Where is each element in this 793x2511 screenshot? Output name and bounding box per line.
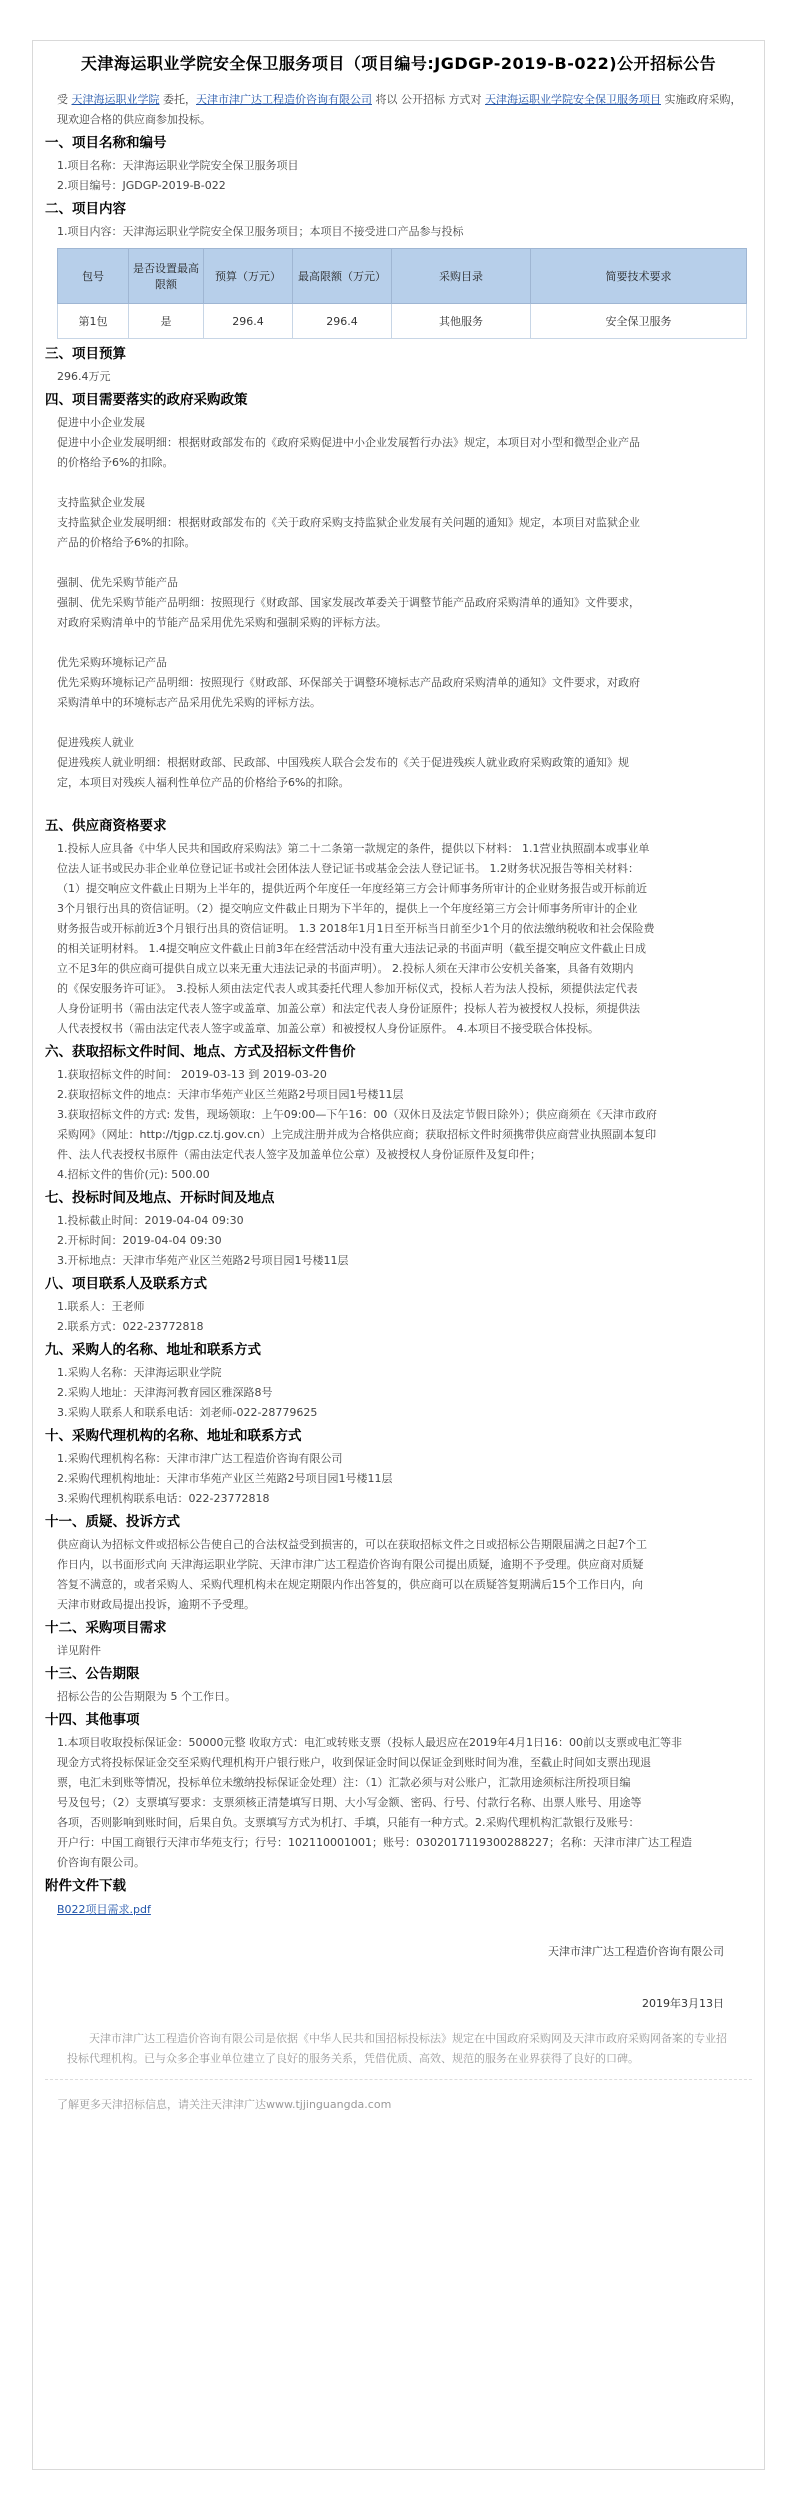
policy-detail: 定，本项目对残疾人福利性单位产品的价格给予6%的扣除。 bbox=[57, 776, 350, 789]
section-heading: 十四、其他事项 bbox=[45, 1712, 140, 1728]
section-heading: 一、项目名称和编号 bbox=[45, 135, 167, 151]
qualification-line: 位法人证书或民办非企业单位登记证书或社会团体法人登记证书或基金会法人登记证书。 1.2财务状况报告等相关材料： bbox=[57, 862, 639, 875]
intro-paragraph bbox=[45, 90, 752, 130]
section-heading: 二、项目内容 bbox=[45, 201, 126, 217]
other-line: 开户行：中国工商银行天津市华苑支行；行号：102110001001；账号：0302017119300288227；名称：天津市津广达工程造 bbox=[57, 1836, 692, 1849]
agency-line: 3.采购代理机构联系电话：022-23772818 bbox=[57, 1492, 270, 1505]
table-cell: 296.4 bbox=[293, 304, 392, 339]
section-heading: 十一、质疑、投诉方式 bbox=[45, 1514, 180, 1530]
table-header: 包号 bbox=[58, 249, 129, 304]
policy-title: 强制、优先采购节能产品 bbox=[57, 576, 178, 589]
complaint-line: 供应商认为招标文件或招标公告使自己的合法权益受到损害的，可以在获取招标文件之日或招标公告期限届满之日起7个工 bbox=[57, 1538, 647, 1551]
table-cell: 安全保卫服务 bbox=[531, 304, 747, 339]
table-header: 采购目录 bbox=[392, 249, 531, 304]
complaint-line: 答复不满意的，或者采购人、采购代理机构未在规定期限内作出答复的，供应商可以在质疑答复期满后15个工作日内，向 bbox=[57, 1578, 643, 1591]
attachment-download-link[interactable]: B022项目需求.pdf bbox=[57, 1903, 151, 1916]
table-cell: 其他服务 bbox=[392, 304, 531, 339]
table-cell: 296.4 bbox=[204, 304, 293, 339]
acquire-line: 1.获取招标文件的时间： 2019-03-13 到 2019-03-20 bbox=[57, 1068, 327, 1081]
complaint-line: 天津市财政局提出投诉，逾期不予受理。 bbox=[57, 1598, 255, 1611]
contact-line: 2.联系方式：022-23772818 bbox=[57, 1320, 204, 1333]
bid-time-line: 1.投标截止时间：2019-04-04 09:30 bbox=[57, 1214, 244, 1227]
other-line: 现金方式将投标保证金交至采购代理机构开户银行账户，收到保证金时间以保证金到账时间为准，至截止时间如支票出现退 bbox=[57, 1756, 651, 1769]
policy-title: 促进残疾人就业 bbox=[57, 736, 134, 749]
project-content-line: 1.项目内容：天津海运职业学院安全保卫服务项目；本项目不接受进口产品参与投标 bbox=[57, 225, 464, 238]
bid-time-line: 2.开标时间：2019-04-04 09:30 bbox=[57, 1234, 222, 1247]
publish-date: 2019年3月13日 bbox=[642, 1997, 724, 2010]
qualification-line: 的相关证明材料。 1.4提交响应文件截止日前3年在经营活动中没有重大违法记录的书面声明（截至提交响应文件截止日成 bbox=[57, 942, 646, 955]
section-heading: 十三、公告期限 bbox=[45, 1666, 140, 1682]
acquire-line: 3.获取招标文件的方式: 发售，现场领取：上午09:00—下午16：00（双休日及法定节假日除外）；供应商须在《天津市政府 bbox=[57, 1108, 657, 1121]
complaint-line: 作日内，以书面形式向 天津海运职业学院、天津市津广达工程造价咨询有限公司提出质疑，逾期不予受理。供应商对质疑 bbox=[57, 1558, 644, 1571]
intro-mid1: 委托， bbox=[159, 93, 196, 106]
bid-time-line: 3.开标地点：天津市华苑产业区兰苑路2号项目园1号楼11层 bbox=[57, 1254, 349, 1267]
footer-follow: 了解更多天津招标信息，请关注天津津广达www.tjjinguangda.com bbox=[57, 2098, 392, 2111]
qualification-line: 立不足3年的供应商可提供自成立以来无重大违法记录的书面声明）。 2.投标人须在天津市公安机关备案，具备有效期内 bbox=[57, 962, 634, 975]
policy-title: 优先采购环境标记产品 bbox=[57, 656, 167, 669]
project-link[interactable]: 天津海运职业学院安全保卫服务项目 bbox=[485, 93, 661, 106]
policy-title: 促进中小企业发展 bbox=[57, 416, 145, 429]
footer-note: 天津市津广达工程造价咨询有限公司是依据《中华人民共和国招标投标法》规定在中国政府采购网及天津市政府采购网备案的专业招投标代理机构。已与众多企事业单位建立了良好的服务关系，凭借优质、高效、规范的服务在业界获得了良好的口碑。 bbox=[67, 2032, 727, 2065]
acquire-line: 采购网》（网址：http://tjgp.cz.tj.gov.cn）上完成注册并成为合格供应商；获取招标文件时须携带供应商营业执照副本复印 bbox=[57, 1128, 657, 1141]
other-line: 1.本项目收取投标保证金：50000元整 收取方式：电汇或转账支票（投标人最迟应在2019年4月1日16：00前以支票或电汇等非 bbox=[57, 1736, 682, 1749]
purchaser-line: 3.采购人联系人和联系电话：刘老师-022-28779625 bbox=[57, 1406, 318, 1419]
contact-line: 1.联系人：王老师 bbox=[57, 1300, 145, 1313]
intro-tail: 实施政府采购，现欢迎合格的供应商参加投标。 bbox=[57, 93, 742, 126]
attachments-heading: 附件文件下载 bbox=[45, 1878, 126, 1894]
policy-detail: 支持监狱企业发展明细：根据财政部发布的《关于政府采购支持监狱企业发展有关问题的通知》规定，本项目对监狱企业 bbox=[57, 516, 640, 529]
purchaser-link[interactable]: 天津海运职业学院 bbox=[71, 93, 160, 106]
section-heading: 十、采购代理机构的名称、地址和联系方式 bbox=[45, 1428, 302, 1444]
qualification-line: （1）提交响应文件截止日期为上半年的，提供近两个年度任一年度经第三方会计师事务所审计的企业财务报告或开标前近 bbox=[57, 882, 647, 895]
agency-line: 2.采购代理机构地址：天津市华苑产业区兰苑路2号项目园1号楼11层 bbox=[57, 1472, 393, 1485]
section-heading: 三、项目预算 bbox=[45, 346, 126, 362]
page-title: 天津海运职业学院安全保卫服务项目（项目编号:JGDGP-2019-B-022)公开招标公告 bbox=[80, 54, 717, 73]
acquire-line: 2.获取招标文件的地点：天津市华苑产业区兰苑路2号项目园1号楼11层 bbox=[57, 1088, 404, 1101]
policy-detail: 促进中小企业发展明细：根据财政部发布的《政府采购促进中小企业发展暂行办法》规定，本项目对小型和微型企业产品 bbox=[57, 436, 640, 449]
period-line: 招标公告的公告期限为 5 个工作日。 bbox=[57, 1690, 236, 1703]
qualification-line: 人身份证明书（需由法定代表人签字或盖章、加盖公章）和法定代表人身份证原件；投标人若为被授权人投标，须提供法 bbox=[57, 1002, 640, 1015]
policy-detail: 对政府采购清单中的节能产品采用优先采购和强制采购的评标方法。 bbox=[57, 616, 387, 629]
other-line: 价咨询有限公司。 bbox=[57, 1856, 145, 1869]
policy-title: 支持监狱企业发展 bbox=[57, 496, 145, 509]
section-heading: 六、获取招标文件时间、地点、方式及招标文件售价 bbox=[45, 1044, 356, 1060]
table-cell: 第1包 bbox=[58, 304, 129, 339]
project-name-line: 1.项目名称：天津海运职业学院安全保卫服务项目 bbox=[57, 159, 299, 172]
section-heading: 八、项目联系人及联系方式 bbox=[45, 1276, 207, 1292]
other-line: 号及包号；（2）支票填写要求：支票须核正清楚填写日期、大小写金额、密码、行号、付款行名称、出票人账号、用途等 bbox=[57, 1796, 642, 1809]
requirement-line: 详见附件 bbox=[57, 1644, 101, 1657]
notice-document bbox=[32, 40, 765, 2470]
table-header: 预算（万元） bbox=[204, 249, 293, 304]
section-heading: 四、项目需要落实的政府采购政策 bbox=[45, 392, 248, 408]
intro-mid2: 将以 公开招标 方式对 bbox=[372, 93, 485, 106]
qualification-line: 1.投标人应具备《中华人民共和国政府采购法》第二十二条第一款规定的条件，提供以下材料： 1.1营业执照副本或事业单 bbox=[57, 842, 650, 855]
qualification-line: 的《保安服务许可证》。 3.投标人须由法定代表人或其委托代理人参加开标仪式，投标人若为法人投标，须提供法定代表 bbox=[57, 982, 638, 995]
table-header: 简要技术要求 bbox=[531, 249, 747, 304]
policy-detail: 的价格给予6%的扣除。 bbox=[57, 456, 174, 469]
section-heading: 七、投标时间及地点、开标时间及地点 bbox=[45, 1190, 275, 1206]
section-heading: 十二、采购项目需求 bbox=[45, 1620, 167, 1636]
signature: 天津市津广达工程造价咨询有限公司 bbox=[548, 1945, 724, 1958]
table-row bbox=[58, 304, 747, 339]
policy-detail: 强制、优先采购节能产品明细：按照现行《财政部、国家发展改革委关于调整节能产品政府采购清单的通知》文件要求， bbox=[57, 596, 640, 609]
agency-line: 1.采购代理机构名称：天津市津广达工程造价咨询有限公司 bbox=[57, 1452, 343, 1465]
package-table bbox=[57, 248, 747, 339]
intro-lead: 受 bbox=[57, 93, 72, 106]
section-heading: 九、采购人的名称、地址和联系方式 bbox=[45, 1342, 261, 1358]
acquire-line: 件、法人代表授权书原件（需由法定代表人签字及加盖单位公章）及被授权人身份证原件及复印件； bbox=[57, 1148, 541, 1161]
section-heading: 五、供应商资格要求 bbox=[45, 818, 167, 834]
qualification-line: 财务报告或开标前近3个月银行出具的资信证明。 1.3 2018年1月1日至开标当日前至少1个月的依法缴纳税收和社会保险费 bbox=[57, 922, 655, 935]
qualification-line: 人代表授权书（需由法定代表人签字或盖章、加盖公章）和被授权人身份证原件。 4.本项目不接受联合体投标。 bbox=[57, 1022, 599, 1035]
table-cell: 是 bbox=[129, 304, 204, 339]
table-header: 最高限额（万元） bbox=[293, 249, 392, 304]
acquire-line: 4.招标文件的售价(元): 500.00 bbox=[57, 1168, 210, 1181]
table-header-row bbox=[58, 249, 747, 304]
budget-line: 296.4万元 bbox=[57, 370, 111, 383]
policy-detail: 促进残疾人就业明细：根据财政部、民政部、中国残疾人联合会发布的《关于促进残疾人就业政府采购政策的通知》规 bbox=[57, 756, 629, 769]
purchaser-line: 2.采购人地址：天津海河教育园区雅深路8号 bbox=[57, 1386, 273, 1399]
policy-detail: 采购清单中的环境标志产品采用优先采购的评标方法。 bbox=[57, 696, 321, 709]
other-line: 各项，否则影响到账时间，后果自负。支票填写方式为机打、手填，只能有一种方式。2.采购代理机构汇款银行及账号： bbox=[57, 1816, 640, 1829]
agency-link[interactable]: 天津市津广达工程造价咨询有限公司 bbox=[196, 93, 372, 106]
other-line: 票，电汇未到账等情况，投标单位未缴纳投标保证金处理）注：（1）汇款必须与对公账户，汇款用途须标注所投项目编 bbox=[57, 1776, 631, 1789]
qualification-line: 3个月银行出具的资信证明。（2）提交响应文件截止日期为下半年的，提供上一个年度经第三方会计师事务所审计的企业 bbox=[57, 902, 638, 915]
policy-detail: 产品的价格给予6%的扣除。 bbox=[57, 536, 196, 549]
project-code-line: 2.项目编号：JGDGP-2019-B-022 bbox=[57, 179, 226, 192]
table-header: 是否设置最高限额 bbox=[129, 249, 204, 304]
purchaser-line: 1.采购人名称：天津海运职业学院 bbox=[57, 1366, 222, 1379]
policy-detail: 优先采购环境标记产品明细：按照现行《财政部、环保部关于调整环境标志产品政府采购清单的通知》文件要求，对政府 bbox=[57, 676, 640, 689]
